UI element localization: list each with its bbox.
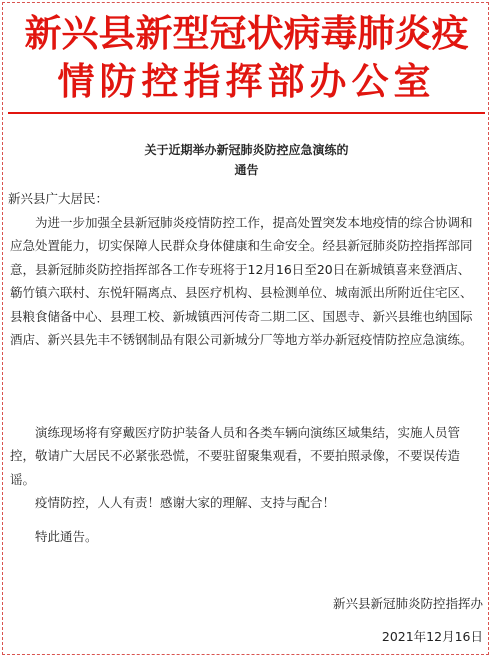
notice-title-line1: 关于近期举办新冠肺炎防控应急演练的	[144, 143, 349, 157]
paragraph-2	[10, 421, 480, 491]
paragraph-3-text: 疫情防控，人人有责！感谢大家的理解、支持与配合！	[35, 495, 336, 510]
header-title-line2: 情防控指挥部办公室	[57, 60, 436, 103]
paragraph-1	[10, 211, 480, 351]
signature-date: 2021年12月16日	[381, 629, 483, 644]
paragraph-4-text: 特此通告。	[35, 529, 98, 544]
header-divider	[8, 112, 485, 114]
signature-organization: 新兴县新冠肺炎防控指挥办	[332, 596, 483, 611]
notice-title-line2: 通告	[234, 163, 259, 177]
paragraph-3	[10, 491, 480, 514]
salutation: 新兴县广大居民：	[8, 191, 109, 206]
paragraph-1-text: 为进一步加强全县新冠肺炎疫情防控工作，提高处置突发本地疫情的综合协调和应急处置能力，切实保障人民群众身体健康和生命安全。经县新冠肺炎防控指挥部同意，县新冠肺炎防控指挥部各工作专班将于12月16日至20日在新城镇喜来登酒店、簕竹镇六联村、东悦轩隔离点、县医疗机构、县检测单位、城南派出所附近住宅区、县粮食储备中心、县理工校、新城镇西河传奇二期二区、国恩寺、新兴县维也纳国际酒店、新兴县先丰不锈钢制品有限公司新城分厂等地方举办新冠疫情防控应急演练。	[10, 215, 473, 348]
header-title-line1: 新兴县新型冠状病毒肺炎疫	[24, 12, 469, 55]
paragraph-4	[10, 525, 480, 548]
paragraph-2-text: 演练现场将有穿戴医疗防护装备人员和各类车辆向演练区域集结，实施人员管控，敬请广大居民不必紧张恐慌，不要驻留聚集观看，不要拍照录像，不要误传造谣。	[10, 425, 461, 487]
